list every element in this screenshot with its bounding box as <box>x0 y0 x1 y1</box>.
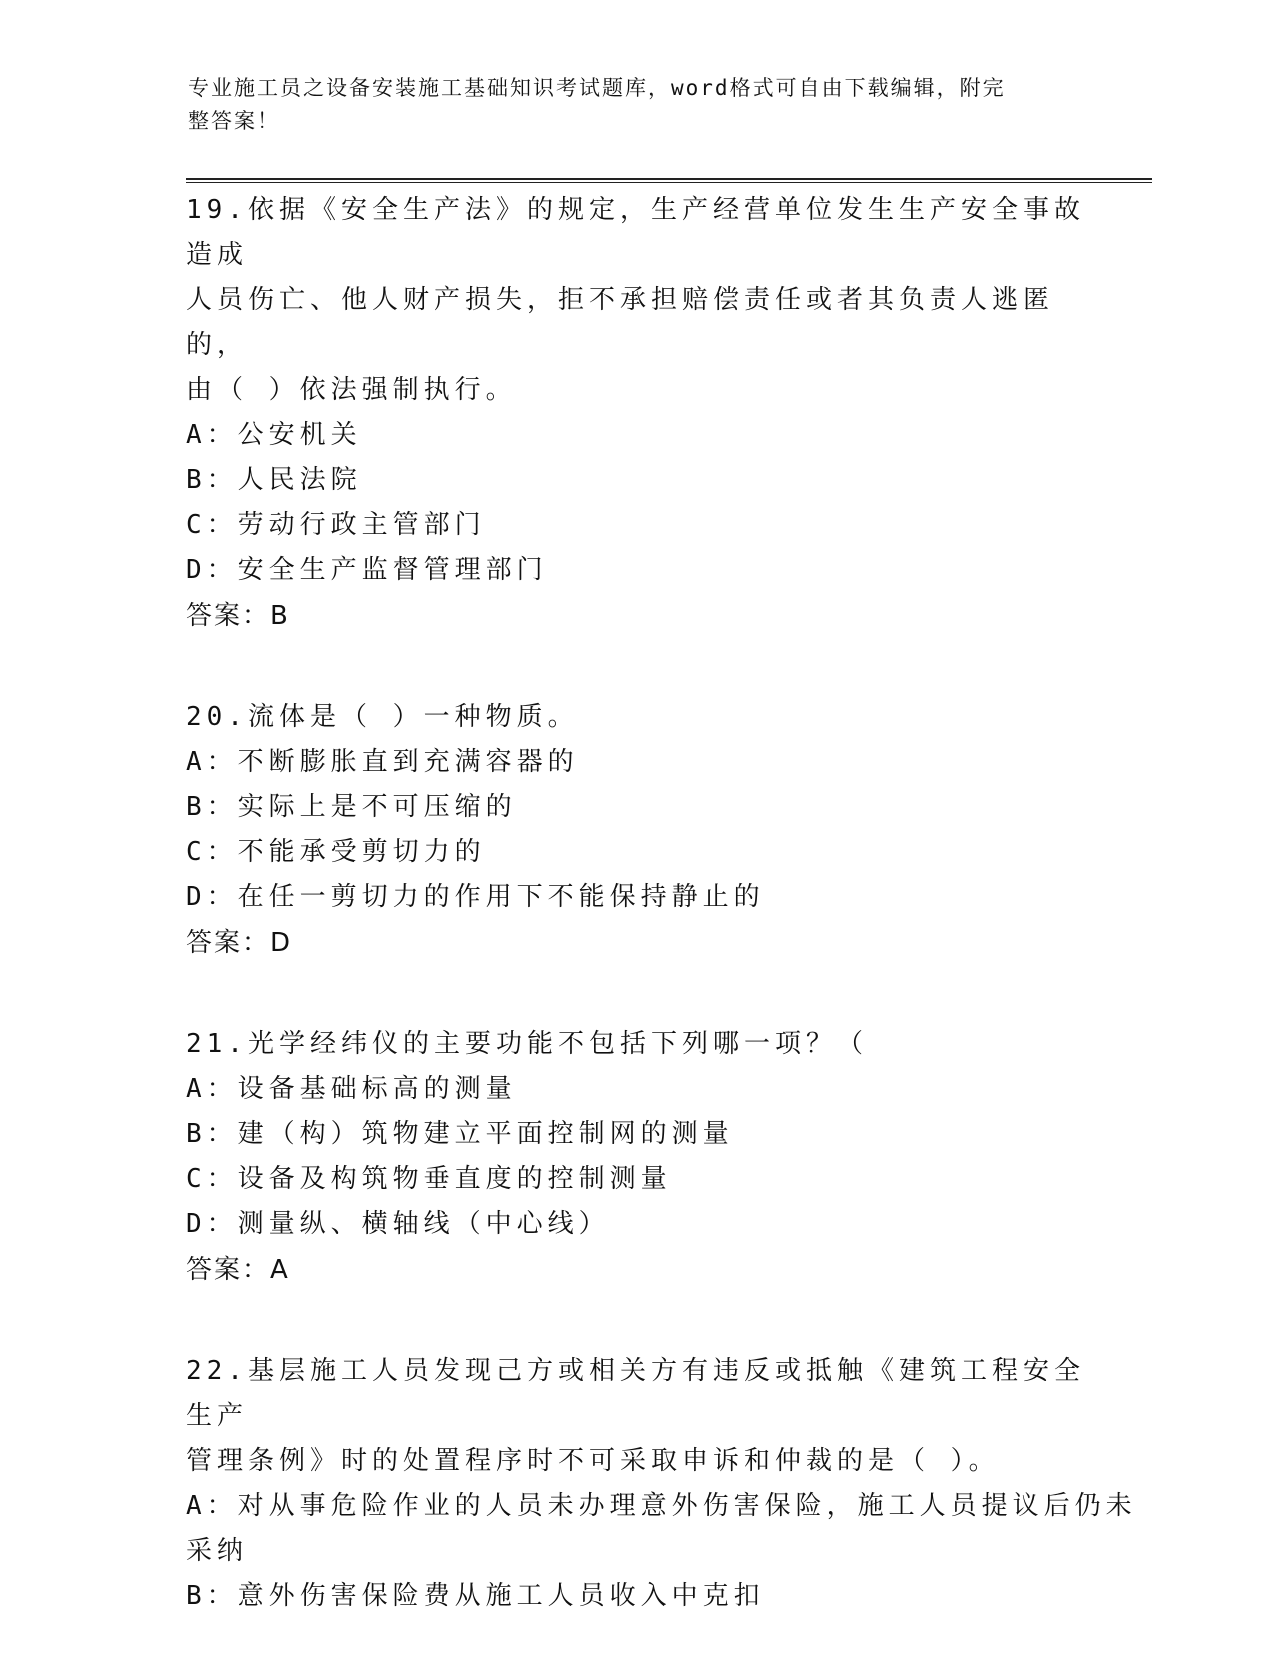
question-text-line: 22.基层施工人员发现己方或相关方有违反或抵触《建筑工程安全生产 <box>186 1356 1085 1431</box>
option-c: C：劳动行政主管部门 <box>186 510 486 540</box>
option-a: A：公安机关 <box>186 420 362 450</box>
question-text-line: 20.流体是（ ）一种物质。 <box>186 702 579 732</box>
answer: 答案：D <box>186 928 293 958</box>
answer: 答案：A <box>186 1255 290 1285</box>
option-d: D：测量纵、横轴线（中心线） <box>186 1209 610 1239</box>
option-b: B：意外伤害保险费从施工人员收入中克扣 <box>186 1581 765 1611</box>
option-c: C：不能承受剪切力的 <box>186 837 486 867</box>
option-a-continued: 采纳 <box>186 1536 249 1566</box>
header-line-1: 专业施工员之设备安装施工基础知识考试题库，word格式可自由下载编辑，附完 <box>188 76 1006 100</box>
header-divider <box>186 178 1152 183</box>
option-a: A：不断膨胀直到充满容器的 <box>186 747 579 777</box>
option-b: B：人民法院 <box>186 465 362 495</box>
page-header <box>188 72 1068 138</box>
header-line-2: 整答案！ <box>188 109 280 133</box>
question-19 <box>186 188 1086 639</box>
question-text-line: 19.依据《安全生产法》的规定，生产经营单位发生生产安全事故造成 <box>186 195 1085 270</box>
option-b: B：实际上是不可压缩的 <box>186 792 517 822</box>
option-d: D：在任一剪切力的作用下不能保持静止的 <box>186 882 765 912</box>
question-text-line: 由（ ）依法强制执行。 <box>186 375 517 405</box>
option-d: D：安全生产监督管理部门 <box>186 555 548 585</box>
question-text-line: 21.光学经纬仪的主要功能不包括下列哪一项？（ <box>186 1029 868 1059</box>
option-a: A：对从事危险作业的人员未办理意外伤害保险，施工人员提议后仍未 <box>186 1491 1137 1521</box>
option-b: B：建（构）筑物建立平面控制网的测量 <box>186 1119 734 1149</box>
question-22 <box>186 1349 1137 1619</box>
option-a: A：设备基础标高的测量 <box>186 1074 517 1104</box>
question-text-line: 管理条例》时的处置程序时不可采取申诉和仲裁的是（ ）。 <box>186 1446 1000 1476</box>
question-21 <box>186 1022 1086 1293</box>
question-text-line: 人员伤亡、他人财产损失，拒不承担赔偿责任或者其负责人逃匿的， <box>186 285 1055 360</box>
option-c: C：设备及构筑物垂直度的控制测量 <box>186 1164 672 1194</box>
question-list <box>186 188 1137 1675</box>
answer: 答案：B <box>186 601 290 631</box>
question-20 <box>186 695 1086 966</box>
